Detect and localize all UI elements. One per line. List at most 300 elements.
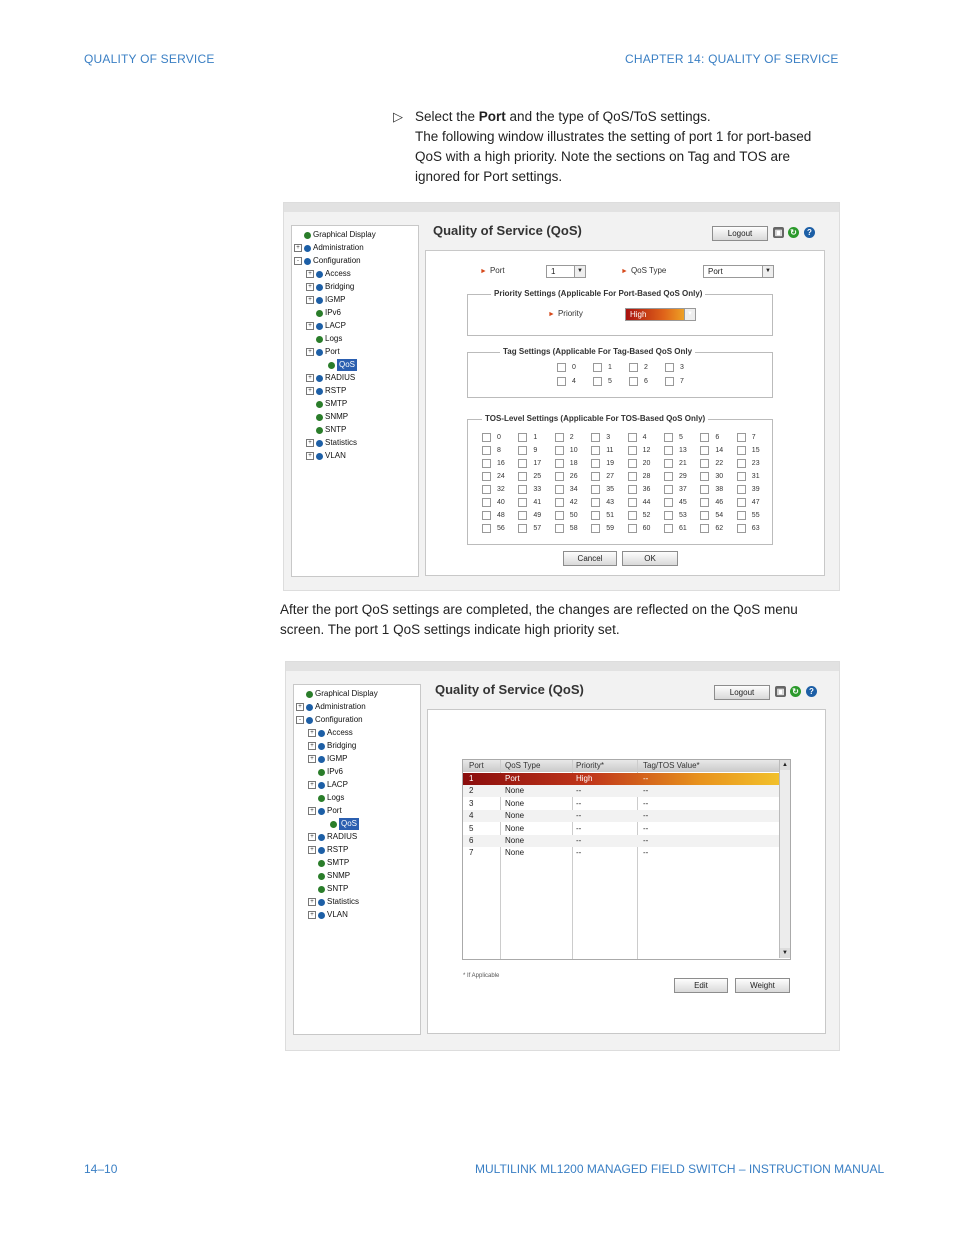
checkbox-label: 34 — [569, 486, 578, 493]
scrollbar[interactable] — [779, 760, 790, 958]
tree-item[interactable] — [306, 307, 341, 319]
tree-item[interactable] — [308, 792, 344, 804]
scroll-up-icon[interactable]: ▲ — [780, 760, 790, 770]
manual-title: MULTILINK ML1200 MANAGED FIELD SWITCH – INSTRUCTION MANUAL — [475, 1162, 885, 1176]
tos-checkbox[interactable] — [700, 498, 723, 507]
refresh-icon[interactable]: ↻ — [790, 686, 801, 697]
checkbox-box[interactable] — [664, 459, 673, 468]
checkbox-box[interactable] — [591, 433, 600, 442]
checkbox-box[interactable] — [737, 511, 746, 520]
tree-item[interactable] — [306, 333, 342, 345]
tree-item[interactable] — [306, 268, 351, 280]
tree-item-label: Port — [327, 806, 342, 815]
save-icon[interactable]: ▣ — [776, 687, 785, 696]
checkbox-box[interactable] — [700, 472, 709, 481]
logout-button[interactable]: Logout — [712, 226, 768, 241]
tos-checkbox[interactable] — [737, 485, 760, 494]
tree-item-label: Graphical Display — [315, 689, 378, 698]
refresh-icon[interactable]: ↻ — [788, 227, 799, 238]
tree-item[interactable] — [308, 883, 348, 895]
tos-checkbox[interactable] — [664, 524, 687, 533]
tree-item[interactable] — [296, 714, 363, 726]
window-topbar — [284, 203, 839, 212]
tos-checkbox[interactable] — [518, 446, 537, 455]
tree-item-label: Access — [327, 728, 353, 737]
nav-tree — [291, 225, 419, 577]
node-icon — [316, 375, 323, 382]
tos-checkbox[interactable] — [555, 524, 578, 533]
expand-icon[interactable]: + — [306, 452, 314, 460]
after-line-2: screen. The port 1 QoS settings indicate high priority set. — [280, 622, 620, 637]
tos-checkbox[interactable] — [518, 459, 541, 468]
tree-item[interactable] — [308, 753, 347, 765]
tos-checkbox[interactable] — [737, 498, 760, 507]
qos-table-screenshot — [285, 661, 840, 1051]
checkbox-box[interactable] — [664, 511, 673, 520]
tree-item[interactable] — [296, 701, 366, 713]
tree-item-label: Configuration — [315, 715, 363, 724]
checkbox-box[interactable] — [518, 485, 527, 494]
tos-checkbox[interactable] — [518, 472, 541, 481]
tos-checkbox[interactable] — [628, 498, 651, 507]
table-cell: 6 — [469, 836, 474, 845]
checkbox-box[interactable] — [700, 485, 709, 494]
tree-item[interactable] — [306, 424, 346, 436]
table-row[interactable] — [463, 785, 780, 797]
tos-checkbox[interactable] — [737, 459, 760, 468]
tos-checkbox[interactable] — [518, 511, 541, 520]
tree-item-label: Bridging — [325, 282, 355, 291]
help-icon[interactable]: ? — [806, 686, 817, 697]
tos-checkbox[interactable] — [737, 433, 756, 442]
scroll-down-icon[interactable]: ▼ — [780, 948, 790, 958]
qos-type-select-value: Port — [708, 267, 723, 276]
table-row[interactable] — [463, 847, 780, 859]
checkbox-box[interactable] — [555, 472, 564, 481]
tree-item[interactable] — [306, 450, 346, 462]
checkbox-label: 63 — [751, 525, 760, 532]
table-header-cell[interactable]: QoS Type — [505, 761, 541, 770]
tos-checkbox[interactable] — [518, 485, 541, 494]
checkbox-box[interactable] — [557, 363, 566, 372]
checkbox-box[interactable] — [591, 511, 600, 520]
tree-item[interactable] — [306, 320, 346, 332]
checkbox-box[interactable] — [591, 472, 600, 481]
checkbox-box[interactable] — [555, 485, 564, 494]
expand-icon[interactable]: + — [308, 898, 316, 906]
table-row[interactable] — [463, 810, 780, 822]
checkbox-box[interactable] — [482, 433, 491, 442]
table-header-row — [463, 760, 780, 772]
tree-item-label: Statistics — [327, 897, 360, 906]
checkbox-label: 52 — [642, 512, 651, 519]
checkbox-box[interactable] — [555, 498, 564, 507]
tos-checkbox[interactable] — [591, 446, 613, 455]
tag-checkbox[interactable] — [557, 363, 576, 372]
expand-icon[interactable]: + — [308, 781, 316, 789]
tree-item[interactable] — [306, 411, 348, 423]
tree-item[interactable] — [308, 831, 357, 843]
tos-checkbox[interactable] — [482, 511, 505, 520]
tree-item[interactable] — [308, 870, 350, 882]
checkbox-label: 1 — [533, 434, 538, 441]
tree-item[interactable] — [308, 727, 353, 739]
node-icon — [318, 782, 325, 789]
save-icon[interactable]: ▣ — [774, 228, 783, 237]
table-cell: None — [505, 848, 525, 858]
expand-icon[interactable]: + — [306, 270, 314, 278]
help-icon[interactable]: ? — [804, 227, 815, 238]
checkbox-box[interactable] — [518, 498, 527, 507]
priority-label — [548, 309, 583, 318]
tree-item[interactable] — [306, 372, 355, 384]
checkbox-box[interactable] — [700, 524, 709, 533]
tos-checkbox[interactable] — [518, 524, 541, 533]
tag-checkbox[interactable] — [665, 363, 684, 372]
tos-checkbox[interactable] — [737, 472, 760, 481]
checkbox-box[interactable] — [700, 433, 709, 442]
checkbox-box[interactable] — [664, 446, 673, 455]
weight-button[interactable]: Weight — [735, 978, 790, 993]
tos-checkbox[interactable] — [700, 511, 723, 520]
tos-checkbox[interactable] — [628, 433, 647, 442]
tree-item-label: SNMP — [325, 412, 349, 421]
checkbox-box[interactable] — [737, 459, 746, 468]
tree-item[interactable] — [320, 818, 359, 830]
tree-item[interactable] — [308, 805, 342, 817]
tag-checkbox[interactable] — [665, 377, 684, 386]
node-icon — [306, 704, 313, 711]
tree-item[interactable] — [306, 437, 357, 449]
checkbox-box[interactable] — [628, 524, 637, 533]
checkbox-box[interactable] — [700, 459, 709, 468]
tos-checkbox[interactable] — [664, 433, 683, 442]
step-marker: ▷ — [393, 109, 403, 124]
tos-checkbox[interactable] — [591, 459, 614, 468]
tree-item[interactable] — [296, 688, 378, 700]
tos-checkbox[interactable] — [628, 511, 651, 520]
checkbox-box[interactable] — [591, 485, 600, 494]
checkbox-label: 21 — [679, 460, 687, 467]
node-icon — [318, 834, 325, 841]
tos-checkbox[interactable] — [482, 524, 505, 533]
expand-icon[interactable]: + — [308, 807, 316, 815]
tree-item[interactable] — [308, 896, 359, 908]
tag-checkbox[interactable] — [629, 377, 648, 386]
checkbox-box[interactable] — [664, 498, 673, 507]
ok-button[interactable]: OK — [622, 551, 678, 566]
expand-icon[interactable]: + — [296, 703, 304, 711]
tos-checkbox[interactable] — [737, 446, 760, 455]
expand-icon[interactable]: + — [308, 833, 316, 841]
checkbox-label: 39 — [751, 486, 760, 493]
tos-checkbox[interactable] — [482, 433, 501, 442]
tos-checkbox[interactable] — [700, 433, 719, 442]
port-select[interactable] — [546, 265, 586, 278]
checkbox-box[interactable] — [737, 433, 746, 442]
checkbox-box[interactable] — [665, 363, 674, 372]
table-row[interactable] — [463, 823, 780, 835]
tree-item[interactable] — [306, 398, 347, 410]
checkbox-box[interactable] — [482, 498, 491, 507]
tos-checkbox[interactable] — [700, 472, 723, 481]
table-row[interactable] — [463, 773, 780, 785]
node-icon — [318, 808, 325, 815]
tree-item[interactable] — [308, 844, 348, 856]
port-select-value: 1 — [551, 267, 556, 276]
checkbox-box[interactable] — [591, 498, 600, 507]
checkbox-box[interactable] — [629, 377, 638, 386]
tree-item-label: IPv6 — [325, 308, 342, 317]
node-icon — [318, 899, 325, 906]
checkbox-label: 60 — [642, 525, 651, 532]
table-cell: None — [505, 811, 525, 821]
tree-item[interactable] — [306, 385, 346, 397]
checkbox-box[interactable] — [482, 524, 491, 533]
table-header-cell[interactable]: Port — [469, 761, 484, 770]
node-icon — [318, 743, 325, 750]
table-cell: -- — [576, 848, 582, 858]
tos-checkbox[interactable] — [591, 498, 614, 507]
tos-checkbox[interactable] — [628, 472, 651, 481]
running-header-left: QUALITY OF SERVICE — [84, 52, 215, 66]
tree-item[interactable] — [308, 740, 356, 752]
tos-checkbox[interactable] — [482, 459, 505, 468]
tos-checkbox[interactable] — [555, 433, 574, 442]
tos-checkbox[interactable] — [482, 498, 505, 507]
tree-item[interactable] — [294, 242, 364, 254]
logout-button[interactable]: Logout — [714, 685, 770, 700]
tree-item[interactable] — [308, 779, 348, 791]
table-cell: -- — [643, 823, 649, 833]
tag-checkbox[interactable] — [557, 377, 576, 386]
table-cell: 3 — [469, 798, 474, 808]
qos-type-select[interactable] — [703, 265, 774, 278]
checkbox-label: 58 — [569, 525, 578, 532]
tos-checkbox[interactable] — [555, 459, 578, 468]
tos-checkbox[interactable] — [555, 511, 578, 520]
checkbox-box[interactable] — [737, 498, 746, 507]
expand-icon[interactable]: + — [308, 911, 316, 919]
expand-icon[interactable]: + — [306, 348, 314, 356]
node-icon — [316, 271, 323, 278]
table-cell: 7 — [469, 848, 474, 858]
expand-icon[interactable]: + — [306, 439, 314, 447]
expand-icon[interactable]: + — [308, 729, 316, 737]
tree-item[interactable] — [308, 766, 343, 778]
checkbox-box[interactable] — [664, 524, 673, 533]
tos-checkbox[interactable] — [555, 446, 578, 455]
tree-item-label: Statistics — [325, 438, 358, 447]
tos-checkbox[interactable] — [555, 472, 578, 481]
checkbox-box[interactable] — [664, 472, 673, 481]
arrow-icon: ► — [548, 311, 555, 318]
checkbox-box[interactable] — [737, 485, 746, 494]
table-header-cell[interactable]: Tag/TOS Value* — [643, 761, 700, 770]
tos-checkbox[interactable] — [737, 524, 760, 533]
tree-item[interactable] — [308, 909, 348, 921]
node-icon — [316, 284, 323, 291]
checkbox-box[interactable] — [700, 498, 709, 507]
tree-item-label: VLAN — [327, 910, 348, 919]
checkbox-box[interactable] — [591, 446, 600, 455]
expand-icon[interactable]: + — [306, 283, 314, 291]
tos-checkbox[interactable] — [482, 472, 505, 481]
table-cell: -- — [576, 786, 582, 796]
tos-checkbox[interactable] — [591, 511, 614, 520]
tos-checkbox[interactable] — [664, 459, 687, 468]
checkbox-box[interactable] — [700, 446, 709, 455]
checkbox-box[interactable] — [629, 363, 638, 372]
tos-checkbox[interactable] — [737, 511, 760, 520]
checkbox-label: 2 — [569, 434, 574, 441]
checkbox-box[interactable] — [665, 377, 674, 386]
checkbox-box[interactable] — [628, 459, 637, 468]
tos-checkbox[interactable] — [482, 446, 501, 455]
tos-checkbox[interactable] — [518, 433, 537, 442]
checkbox-box[interactable] — [555, 459, 564, 468]
checkbox-box[interactable] — [628, 433, 637, 442]
tos-checkbox[interactable] — [518, 498, 541, 507]
checkbox-box[interactable] — [737, 524, 746, 533]
tree-item[interactable] — [306, 294, 345, 306]
checkbox-label: 22 — [715, 460, 724, 467]
tos-checkbox[interactable] — [591, 524, 614, 533]
node-icon — [316, 310, 323, 317]
tos-checkbox[interactable] — [664, 511, 687, 520]
tree-item[interactable] — [308, 857, 349, 869]
checkbox-box[interactable] — [555, 446, 564, 455]
checkbox-box[interactable] — [555, 511, 564, 520]
checkbox-box[interactable] — [628, 485, 637, 494]
tos-checkbox[interactable] — [628, 485, 651, 494]
tag-checkbox[interactable] — [593, 377, 612, 386]
table-header-cell[interactable]: Priority* — [576, 761, 605, 770]
tree-item[interactable] — [306, 346, 340, 358]
expand-icon[interactable]: + — [308, 755, 316, 763]
tos-checkbox[interactable] — [628, 459, 651, 468]
expand-icon[interactable]: + — [308, 742, 316, 750]
tos-legend: TOS-Level Settings (Applicable For TOS-Based QoS Only) — [482, 414, 708, 423]
table-row[interactable] — [463, 835, 780, 847]
tree-item[interactable] — [294, 255, 361, 267]
checkbox-box[interactable] — [591, 459, 600, 468]
checkbox-box[interactable] — [482, 511, 491, 520]
tos-checkbox[interactable] — [591, 472, 614, 481]
tos-checkbox[interactable] — [664, 472, 687, 481]
checkbox-box[interactable] — [591, 524, 600, 533]
collapse-icon[interactable]: - — [294, 257, 302, 265]
tree-item-label: IGMP — [325, 295, 346, 304]
checkbox-box[interactable] — [555, 524, 564, 533]
table-row[interactable] — [463, 798, 780, 810]
tos-checkbox[interactable] — [628, 524, 651, 533]
checkbox-box[interactable] — [482, 472, 491, 481]
tos-checkbox[interactable] — [664, 446, 687, 455]
tos-checkbox[interactable] — [555, 498, 578, 507]
tree-item[interactable] — [294, 229, 376, 241]
tos-checkbox[interactable] — [664, 498, 687, 507]
collapse-icon[interactable]: - — [296, 716, 304, 724]
tos-checkbox[interactable] — [628, 446, 651, 455]
tree-item[interactable] — [318, 359, 357, 371]
tos-checkbox[interactable] — [700, 459, 723, 468]
tos-checkbox[interactable] — [555, 485, 578, 494]
table-cell: -- — [576, 836, 582, 845]
checkbox-label: 16 — [497, 460, 505, 467]
checkbox-box[interactable] — [518, 472, 527, 481]
checkbox-box[interactable] — [518, 511, 527, 520]
checkbox-box[interactable] — [482, 459, 491, 468]
checkbox-box[interactable] — [628, 472, 637, 481]
node-icon — [304, 245, 311, 252]
checkbox-box[interactable] — [555, 433, 564, 442]
checkbox-box[interactable] — [482, 485, 491, 494]
checkbox-label: 7 — [751, 434, 756, 441]
expand-icon[interactable]: + — [306, 296, 314, 304]
checkbox-box[interactable] — [628, 498, 637, 507]
expand-icon[interactable]: + — [306, 322, 314, 330]
step-text — [415, 107, 855, 187]
checkbox-box[interactable] — [737, 446, 746, 455]
node-icon — [316, 388, 323, 395]
checkbox-label: 44 — [642, 499, 651, 506]
checkbox-box[interactable] — [518, 433, 527, 442]
tos-checkbox[interactable] — [591, 485, 614, 494]
checkbox-box[interactable] — [593, 377, 602, 386]
tos-checkbox[interactable] — [482, 485, 505, 494]
checkbox-box[interactable] — [664, 485, 673, 494]
checkbox-box[interactable] — [700, 511, 709, 520]
node-icon — [316, 297, 323, 304]
checkbox-box[interactable] — [628, 446, 637, 455]
tag-checkbox[interactable] — [593, 363, 612, 372]
page-title: Quality of Service (QoS) — [433, 223, 582, 238]
tree-item[interactable] — [306, 281, 354, 293]
checkbox-box[interactable] — [664, 433, 673, 442]
expand-icon[interactable]: + — [308, 846, 316, 854]
table-cell: -- — [643, 848, 649, 858]
node-icon — [316, 349, 323, 356]
tos-checkbox[interactable] — [664, 485, 687, 494]
tos-checkbox[interactable] — [700, 485, 723, 494]
edit-button[interactable]: Edit — [674, 978, 728, 993]
checkbox-box[interactable] — [593, 363, 602, 372]
tos-checkbox[interactable] — [700, 524, 723, 533]
step-bold: Port — [478, 109, 506, 124]
expand-icon[interactable]: + — [294, 244, 302, 252]
tos-checkbox[interactable] — [700, 446, 723, 455]
checkbox-box[interactable] — [482, 446, 491, 455]
tree-item-label: QoS — [341, 819, 358, 828]
checkbox-label: 57 — [533, 525, 542, 532]
expand-icon[interactable]: + — [306, 374, 314, 382]
qos-form-panel — [425, 250, 825, 576]
priority-select[interactable] — [625, 308, 696, 321]
checkbox-box[interactable] — [737, 472, 746, 481]
checkbox-box[interactable] — [518, 446, 527, 455]
checkbox-box[interactable] — [518, 524, 527, 533]
expand-icon[interactable]: + — [306, 387, 314, 395]
cancel-button[interactable]: Cancel — [563, 551, 617, 566]
checkbox-label: 18 — [569, 460, 578, 467]
checkbox-box[interactable] — [557, 377, 566, 386]
tag-checkbox[interactable] — [629, 363, 648, 372]
checkbox-box[interactable] — [518, 459, 527, 468]
tree-item-label: IGMP — [327, 754, 348, 763]
tos-checkbox[interactable] — [591, 433, 610, 442]
checkbox-box[interactable] — [628, 511, 637, 520]
